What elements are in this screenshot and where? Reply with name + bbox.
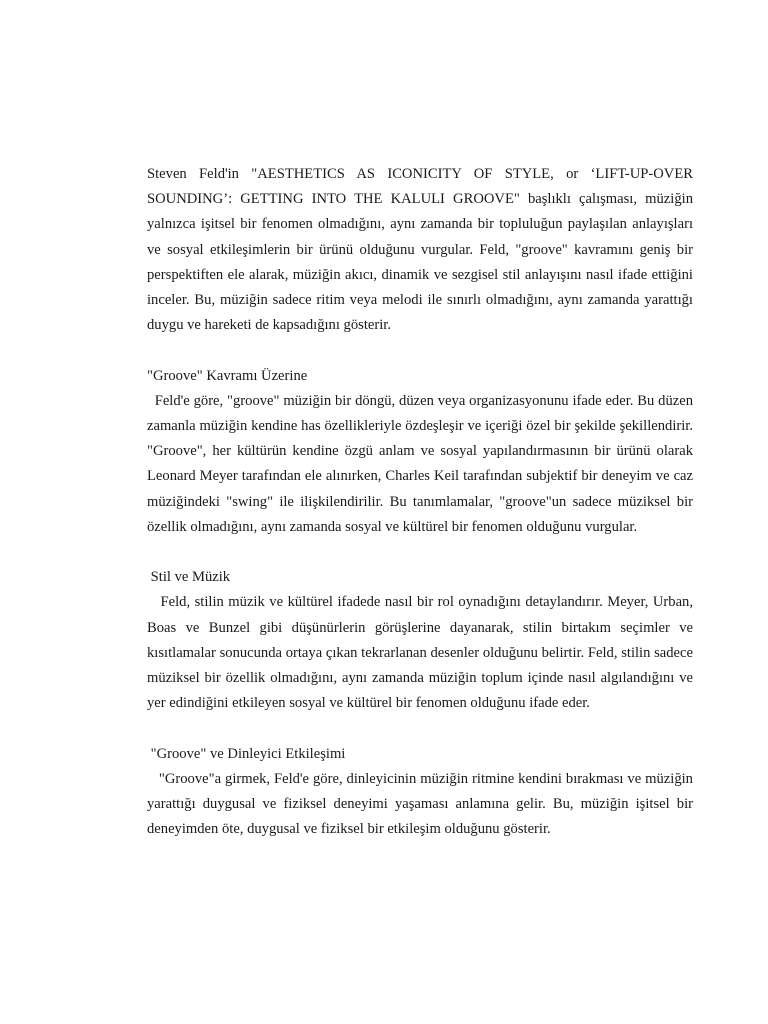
- section-heading-groove-concept: "Groove" Kavramı Üzerine: [147, 367, 308, 384]
- document-body: [147, 162, 697, 842]
- paragraph-spacer: [147, 338, 693, 363]
- paragraph-spacer: [147, 716, 693, 741]
- section-body-groove-concept: Feld'e göre, "groove" müziğin bir döngü, düzen veya organizasyonunu ifade eder. Bu düzen zamanla müziğin kendine has özellikleriyle özdeşleşir ve içeriği özel bir şekilde şekillendirir. "Groove", her kültürün kendine özgü anlam ve sosyal yapılandırmasının bir ürünü olarak Leonard Meyer tarafından ele alınırken, Charles Keil tarafından subjektif bir deneyim ve caz müziğindeki "swing" ile ilişkilendirilir. Bu tanımlamalar, "groove"un sadece müziksel bir özellik olmadığını, aynı zamanda sosyal ve kültürel bir fenomen olduğunu vurgular.: [147, 392, 697, 535]
- paragraph-spacer: [147, 540, 693, 565]
- section-body-listener-interaction: "Groove"a girmek, Feld'e göre, dinleyicinin müziğin ritmine kendini bırakması ve müziğin yarattığı duygusal ve fiziksel deneyimi yaşaması anlamına gelir. Bu, müziğin işitsel bir deneyimden öte, duygusal ve fiziksel bir etkileşim olduğunu gösterir.: [147, 770, 697, 838]
- intro-paragraph: Steven Feld'in "AESTHETICS AS ICONICITY OF STYLE, or ‘LIFT-UP-OVER SOUNDING’: GETTING INTO THE KALULI GROOVE" başlıklı çalışması, müziğin yalnızca işitsel bir fenomen olmadığını, aynı zamanda bir topluluğun paylaşılan anlayışları ve sosyal etkileşimlerin bir ürünü olduğunu vurgular. Feld, "groove" kavramını geniş bir perspektiften ele alarak, müziğin akıcı, dinamik ve sezgisel stil anlayışını nasıl ifade ettiğini inceler. Bu, müziğin sadece ritim veya melodi ile sınırlı olmadığını, aynı zamanda yarattığı duygu ve hareketi de kapsadığını gösterir.: [147, 166, 693, 334]
- section-heading-listener-interaction: "Groove" ve Dinleyici Etkileşimi: [147, 745, 346, 762]
- section-body-style-and-music: Feld, stilin müzik ve kültürel ifadede nasıl bir rol oynadığını detaylandırır. Meyer, Urban, Boas ve Bunzel gibi düşünürlerin görüşlerine dayanarak, stilin birtakım seçimler ve kısıtlamalar sonucunda ortaya çıkan tekrarlanan desenler olduğunu belirtir. Feld, stilin sadece müziksel bir özellik olmadığını, aynı zamanda müziğin toplum içinde nasıl algılandığını ve yer edindiğini etkileyen sosyal ve kültürel bir fenomen olduğunu ifade eder.: [147, 594, 697, 712]
- section-heading-style-and-music: Stil ve Müzik: [147, 569, 231, 586]
